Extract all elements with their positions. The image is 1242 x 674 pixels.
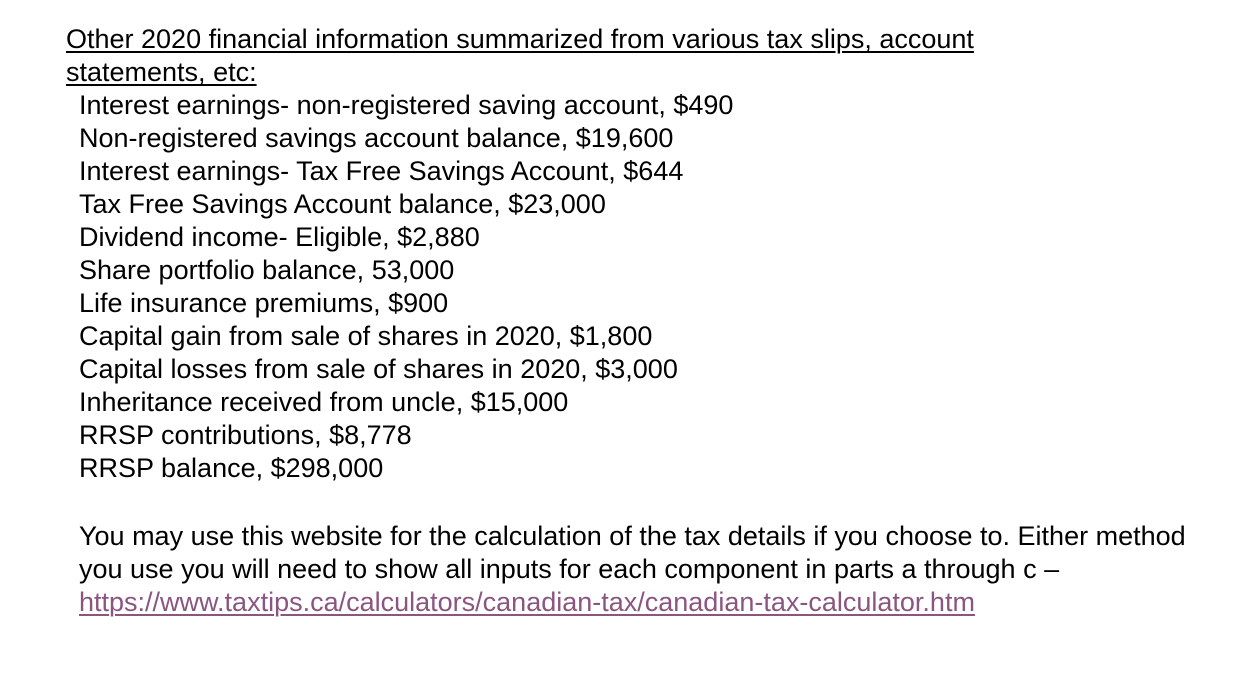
section-heading: Other 2020 financial information summarized from various tax slips, account statements, etc: — [66, 24, 974, 87]
list-item-capital-losses: Capital losses from sale of shares in 2020, $3,000 — [79, 354, 678, 384]
list-item-share-portfolio: Share portfolio balance, 53,000 — [79, 255, 455, 285]
list-item-non-registered-balance: Non-registered savings account balance, $19,600 — [79, 123, 674, 153]
list-item-inheritance: Inheritance received from uncle, $15,000 — [79, 387, 569, 417]
list-item-rrsp-balance: RRSP balance, $298,000 — [79, 453, 384, 483]
instruction-text: You may use this website for the calculation of the tax details if you choose to. Either method you use you will need to show all inputs for each component in parts a through c – — [79, 521, 1186, 584]
tax-calculator-link[interactable]: https://www.taxtips.ca/calculators/canadian-tax/canadian-tax-calculator.htm — [79, 587, 975, 617]
list-item-rrsp-contributions: RRSP contributions, $8,778 — [79, 420, 412, 450]
list-item-capital-gain: Capital gain from sale of shares in 2020, $1,800 — [79, 321, 653, 351]
financial-info-list — [79, 89, 733, 485]
instruction-paragraph — [79, 520, 1189, 619]
list-item-interest-non-registered: Interest earnings- non-registered saving account, $490 — [79, 90, 734, 120]
list-item-life-insurance: Life insurance premiums, $900 — [79, 288, 449, 318]
list-item-interest-tfsa: Interest earnings- Tax Free Savings Account, $644 — [79, 156, 684, 186]
list-item-tfsa-balance: Tax Free Savings Account balance, $23,000 — [79, 189, 606, 219]
list-item-dividend-income: Dividend income- Eligible, $2,880 — [79, 222, 480, 252]
